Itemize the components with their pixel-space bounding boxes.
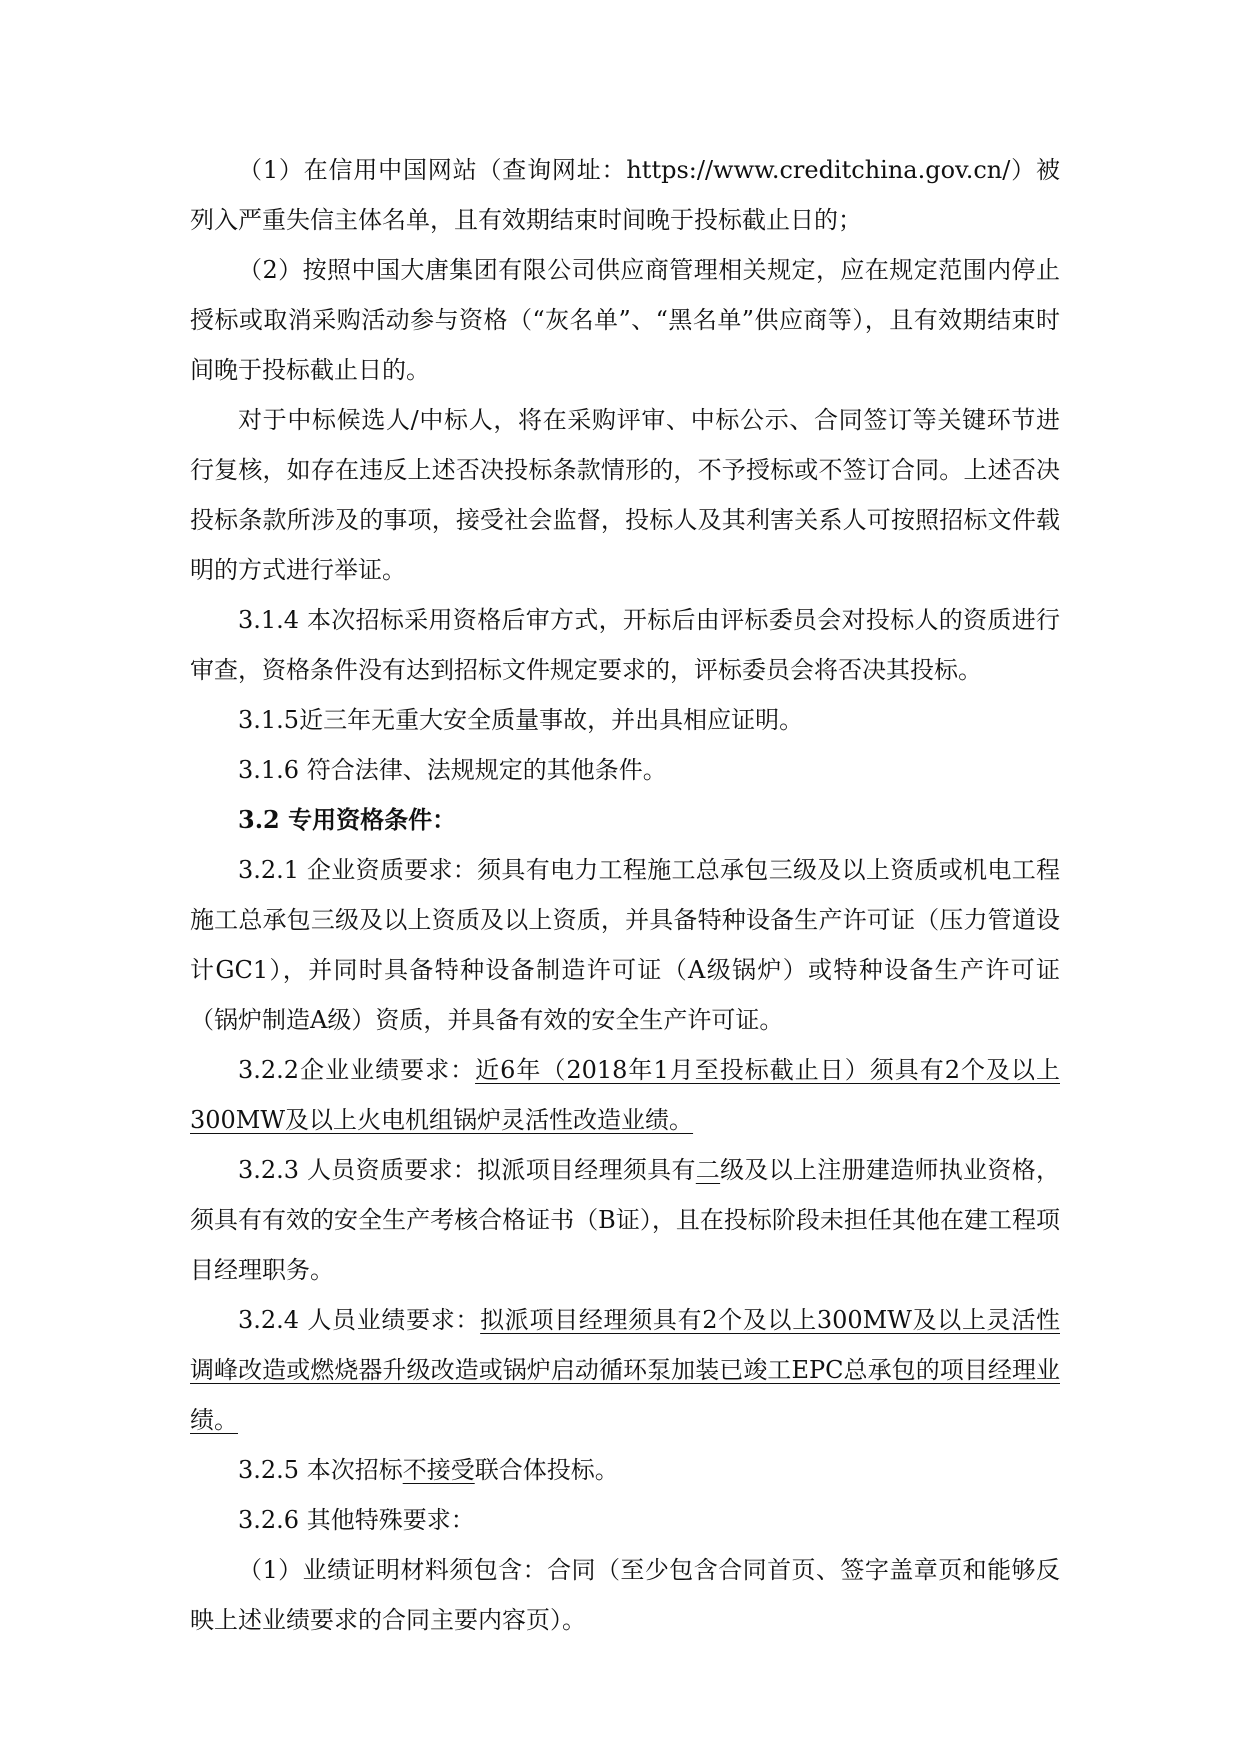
req-323-after: 级及以上注册建造师执业资格，须具有有效的安全生产考核合格证书（B证），且在投标阶段未担任其他在建工程项目经理职务。 — [190, 1156, 1061, 1284]
paragraph-325 — [190, 1445, 1060, 1495]
req-324-prefix: 3.2.4 人员业绩要求： — [238, 1306, 481, 1334]
req-322-underlined: 近6年（2018年1月至投标截止日）须具有2个及以上300MW及以上火电机组锅炉灵活性改造业绩。 — [190, 1056, 1060, 1134]
req-325-underlined: 不接受 — [402, 1456, 475, 1484]
paragraph-datang-blacklist: （2）按照中国大唐集团有限公司供应商管理相关规定，应在规定范围内停止授标或取消采购活动参与资格（“灰名单”、“黑名单”供应商等），且有效期结束时间晚于投标截止日的。 — [190, 256, 1060, 384]
paragraph-326: 3.2.6 其他特殊要求： — [238, 1506, 475, 1534]
req-324-underlined: 拟派项目经理须具有2个及以上300MW及以上灵活性调峰改造或燃烧器升级改造或锅炉启动循环泵加装已竣工EPC总承包的项目经理业绩。 — [190, 1306, 1060, 1434]
req-323-before: 3.2.3 人员资质要求：拟派项目经理须具有 — [238, 1156, 696, 1184]
req-322-prefix: 3.2.2企业业绩要求： — [238, 1056, 476, 1084]
paragraph-324 — [190, 1295, 1060, 1445]
paragraph-315: 3.1.5近三年无重大安全质量事故，并出具相应证明。 — [238, 706, 804, 734]
paragraph-321: 3.2.1 企业资质要求：须具有电力工程施工总承包三级及以上资质或机电工程施工总承包三级及以上资质及以上资质，并具备特种设备生产许可证（压力管道设计GC1），并同时具备特种设备制造许可证（A级锅炉）或特种设备生产许可证（锅炉制造A级）资质，并具备有效的安全生产许可证。 — [190, 856, 1060, 1034]
paragraph-review: 对于中标候选人/中标人，将在采购评审、中标公示、合同签订等关键环节进行复核，如存在违反上述否决投标条款情形的，不予授标或不签订合同。上述否决投标条款所涉及的事项，接受社会监督，投标人及其利害关系人可按照招标文件载明的方式进行举证。 — [190, 406, 1060, 584]
document-body — [190, 145, 1060, 1645]
paragraph-316: 3.1.6 符合法律、法规规定的其他条件。 — [238, 756, 667, 784]
paragraph-322 — [190, 1045, 1060, 1145]
req-325-before: 3.2.5 本次招标 — [238, 1456, 403, 1484]
paragraph-314: 3.1.4 本次招标采用资格后审方式，开标后由评标委员会对投标人的资质进行审查，资格条件没有达到招标文件规定要求的，评标委员会将否决其投标。 — [190, 606, 1060, 684]
section-heading-32: 3.2 专用资格条件： — [238, 805, 457, 834]
req-323-underlined: 二 — [695, 1156, 721, 1184]
paragraph-326-1: （1）业绩证明材料须包含：合同（至少包含合同首页、签字盖章页和能够反映上述业绩要求的合同主要内容页）。 — [190, 1556, 1060, 1634]
paragraph-323 — [190, 1145, 1060, 1295]
req-325-after: 联合体投标。 — [474, 1456, 619, 1484]
paragraph-credit-china: （1）在信用中国网站（查询网址：https://www.creditchina.gov.cn/）被列入严重失信主体名单，且有效期结束时间晚于投标截止日的； — [190, 156, 1060, 234]
